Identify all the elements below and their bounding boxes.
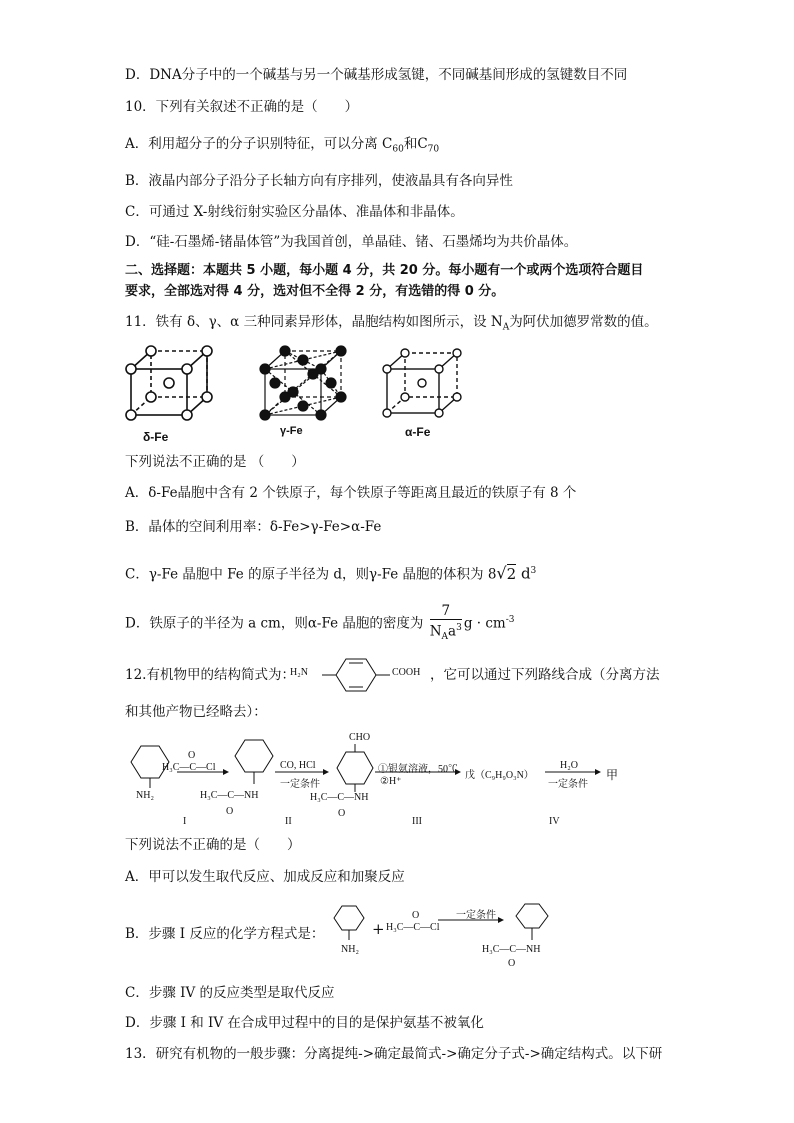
na-symbol: N (429, 623, 442, 640)
q10-option-c: C．可通过 X-射线衍射实验区分晶体、准晶体和非晶体。 (125, 204, 464, 220)
q10-option-a-text: A．利用超分子的分子识别特征，可以分离 C (125, 136, 393, 152)
reagent-silver-ammonia: ①银氨溶液，50℃ (378, 764, 458, 775)
amine-group: H₂N (290, 667, 308, 678)
compound-jia: 甲 (606, 768, 619, 782)
eq-product-amide: H₃C—C—NH (482, 944, 541, 955)
acetyl-chloride-o: O (188, 750, 196, 761)
q12-question: 下列说法不正确的是（ ） (125, 837, 301, 853)
q11-stem-end: 为阿伏加德罗常数的值。 (509, 314, 658, 330)
q12-stem-text: 12.有机物甲的结构简式为： (125, 667, 295, 683)
reagent-condition-4: 一定条件 (548, 779, 588, 790)
q12-option-d: D．步骤 I 和 IV 在合成甲过程中的目的是保护氨基不被氧化 (125, 1015, 484, 1031)
q12-option-a: A．甲可以发生取代反应、加成反应和加聚反应 (125, 869, 405, 885)
acetanilide-o: O (226, 806, 234, 817)
section2-heading-line2: 要求，全部选对得 4 分，选对但不全得 2 分，有选错的得 0 分。 (125, 284, 505, 299)
density-unit: g · cm (463, 615, 506, 632)
q11-stem (125, 313, 658, 337)
q11-option-b: B．晶体的空间利用率：δ-Fe>γ-Fe>α-Fe (125, 519, 382, 535)
q13-stem: 13．研究有机物的一般步骤：分离提纯->确定最简式->确定分子式->确定结构式。以下研 (125, 1046, 663, 1062)
step-label-4: IV (549, 816, 560, 827)
aniline-nh2: NH₂ (136, 790, 154, 801)
q10-stem: 10．下列有关叙述不正确的是（ ） (125, 99, 359, 115)
na-subscript: A (502, 322, 510, 333)
sqrt-sign: √ (496, 563, 507, 583)
step-label-2: II (285, 816, 292, 827)
step-label-3: III (412, 816, 422, 827)
aldehyde-amide-o: O (338, 808, 346, 819)
fraction-denominator (430, 620, 462, 645)
eq-plus: + (372, 920, 385, 938)
benzene-ring-icon (320, 655, 390, 695)
q10-option-b: B．液晶内部分子沿分子长轴方向有序排列，使液晶具有各向异性 (125, 173, 513, 189)
unit-exponent: -3 (505, 615, 515, 625)
aldehyde-amide: H₃C—C—NH (310, 792, 369, 803)
fraction-numerator: 7 (430, 603, 462, 620)
q11-option-c (125, 562, 536, 584)
a-cube: 3 (456, 622, 462, 633)
q11-stem-text: 11．铁有 δ、γ、α 三种同素异形体，晶胞结构如图所示，设 N (125, 314, 503, 330)
eq-product-o: O (508, 958, 516, 969)
eq-acetyl-chloride: H₃C—C—Cl (386, 922, 440, 933)
compound-wu: 戊（C₉H₉O₃N） (465, 770, 534, 781)
acetyl-chloride: H₃C—C—Cl (162, 762, 216, 773)
c60-subscript: 60 (392, 144, 404, 155)
acetanilide-amide: H₃C—C—NH (200, 790, 259, 801)
q12-stem-end: ，它可以通过下列路线合成（分离方法 (430, 667, 660, 683)
q11-option-d (125, 600, 514, 645)
sqrt-radicand: 2 (506, 564, 517, 583)
q11-option-c-text: C．γ-Fe 晶胞中 Fe 的原子半径为 d，则γ-Fe 晶胞的体积为 8 (125, 566, 497, 583)
q12-option-b: B．步骤 I 反应的化学方程式是： (125, 926, 325, 942)
q11-question: 下列说法不正确的是 （ ） (125, 454, 305, 470)
section2-heading-line1: 二、选择题：本题共 5 小题，每小题 4 分，共 20 分。每小题有一个或两个选项符合题目 (125, 263, 644, 278)
reagent-condition-2: 一定条件 (280, 779, 320, 790)
density-fraction (430, 603, 462, 645)
q10-option-a-mid: 和C (403, 136, 428, 152)
step-label-1: I (183, 816, 187, 827)
label-alpha-fe: α-Fe (405, 425, 431, 439)
reagent-co-hcl: CO, HCl (280, 760, 316, 771)
reagent-water: H₂O (560, 760, 578, 771)
q9-option-d: D．DNA分子中的一个碱基与另一个碱基形成氢键，不同碱基间形成的氢键数目不同 (125, 67, 628, 83)
label-gamma-fe: γ-Fe (280, 425, 303, 437)
cube-superscript: 3 (530, 566, 537, 576)
eq-condition: 一定条件 (456, 910, 496, 921)
aldehyde-cho: CHO (349, 732, 371, 743)
delta-fe-cell (126, 346, 212, 420)
q11-option-a: A．δ-Fe晶胞中含有 2 个铁原子，每个铁原子等距离且最近的铁原子有 8 个 (125, 485, 577, 501)
q11-option-d-text: D．铁原子的半径为 a cm，则α-Fe 晶胞的密度为 (125, 615, 424, 632)
q10-option-d: D．“硅-石墨烯-锗晶体管”为我国首创，单晶硅、锗、石墨烯均为共价晶体。 (125, 234, 578, 250)
q12-stem (125, 666, 295, 684)
q10-option-a (125, 135, 439, 159)
eq-aniline-nh2: NH₂ (341, 944, 359, 955)
target-structure (290, 655, 430, 695)
gamma-fe-cell (260, 346, 346, 420)
carboxyl-group: COOH (392, 667, 421, 678)
c70-subscript: 70 (427, 144, 440, 155)
q11-option-c-d: d (516, 564, 531, 583)
q12-stem-line2: 和其他产物已经略去）： (125, 704, 267, 720)
a-symbol: a (448, 623, 457, 640)
label-delta-fe: δ-Fe (143, 430, 169, 444)
q12-option-c: C．步骤 IV 的反应类型是取代反应 (125, 985, 335, 1001)
reagent-acid: ②H⁺ (380, 776, 402, 787)
alpha-fe-cell (383, 349, 461, 417)
eq-acetyl-chloride-o: O (412, 910, 420, 921)
na-sub: A (441, 632, 449, 643)
